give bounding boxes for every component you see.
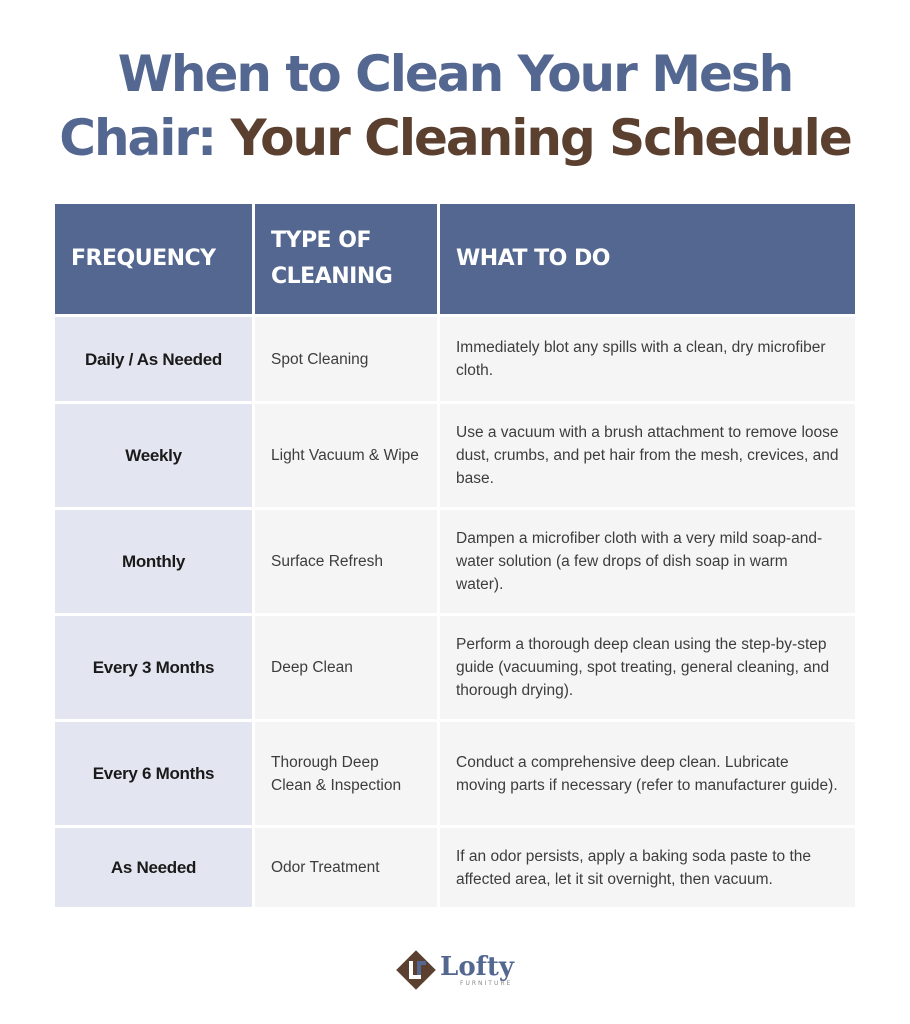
what-to-do-cell: Perform a thorough deep clean using the step-by-step guide (vacuuming, spot treating, general cleaning, and thorough drying). (440, 613, 855, 719)
type-cell: Light Vacuum & Wipe (255, 401, 440, 507)
frequency-cell: Monthly (55, 507, 255, 613)
lofty-logo (0, 950, 910, 990)
type-cell: Spot Cleaning (255, 314, 440, 401)
title-line-2-blue: Chair: (59, 109, 231, 167)
frequency-cell: Daily / As Needed (55, 314, 255, 401)
frequency-cell: Every 6 Months (55, 719, 255, 825)
what-to-do-cell: Dampen a microfiber cloth with a very mild soap-and-water solution (a few drops of dish soap in warm water). (440, 507, 855, 613)
table-row (55, 613, 855, 719)
type-cell: Surface Refresh (255, 507, 440, 613)
cleaning-schedule-table (55, 204, 855, 907)
table-row (55, 401, 855, 507)
what-to-do-cell: Use a vacuum with a brush attachment to remove loose dust, crumbs, and pet hair from the mesh, crevices, and base. (440, 401, 855, 507)
table-row (55, 314, 855, 401)
what-to-do-cell: Immediately blot any spills with a clean, dry microfiber cloth. (440, 314, 855, 401)
what-to-do-cell: Conduct a comprehensive deep clean. Lubricate moving parts if necessary (refer to manufacturer guide). (440, 719, 855, 825)
logo-wordmark: Lofty (440, 951, 514, 982)
frequency-cell: Weekly (55, 401, 255, 507)
lofty-logo-mark-icon (396, 950, 436, 990)
title-line-1: When to Clean Your Mesh (117, 45, 793, 103)
table-row (55, 719, 855, 825)
table-row (55, 825, 855, 907)
frequency-cell: Every 3 Months (55, 613, 255, 719)
header-frequency: FREQUENCY (55, 204, 255, 314)
table-header-row (55, 204, 855, 314)
title-line-2-brown: Your Cleaning Schedule (230, 109, 851, 167)
type-cell: Deep Clean (255, 613, 440, 719)
header-what-to-do: WHAT TO DO (440, 204, 855, 314)
page-title (0, 42, 910, 170)
header-type-of-cleaning: TYPE OF CLEANING (255, 204, 440, 314)
what-to-do-cell: If an odor persists, apply a baking soda paste to the affected area, let it sit overnight, then vacuum. (440, 825, 855, 907)
type-cell: Odor Treatment (255, 825, 440, 907)
logo-subtext: FURNITURE (460, 979, 513, 987)
frequency-cell: As Needed (55, 825, 255, 907)
table-row (55, 507, 855, 613)
type-cell: Thorough Deep Clean & Inspection (255, 719, 440, 825)
